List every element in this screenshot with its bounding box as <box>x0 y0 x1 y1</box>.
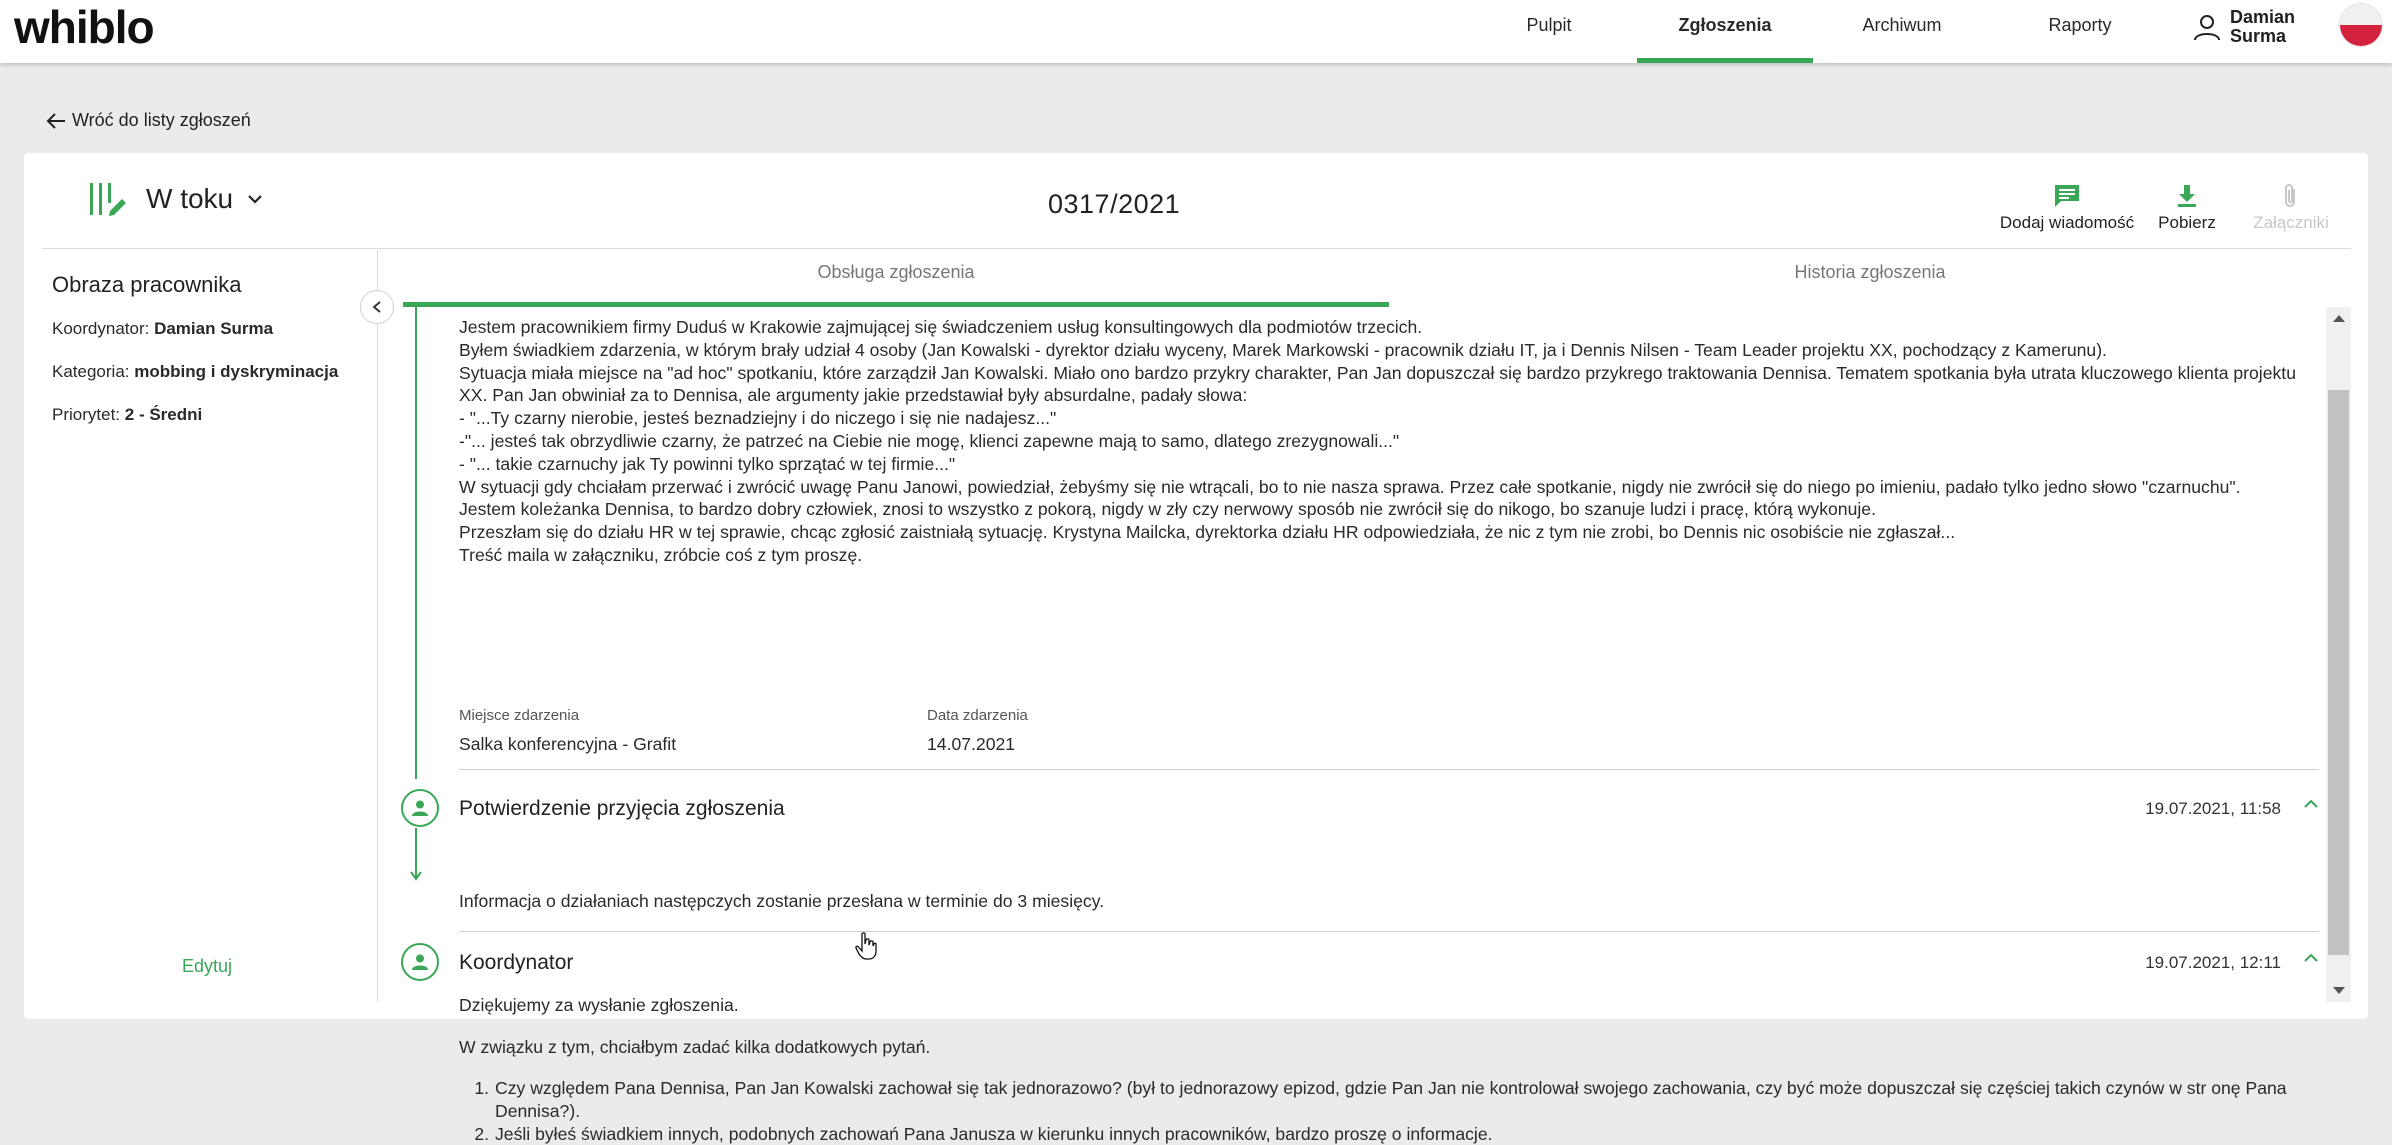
report-line: Jestem koleżanka Dennisa, to bardzo dobry człowiek, znosi to wszystko z pokorą, nigdy w zły czy nerwowy sposób nie zwrócił się do nikogo, bo szanuje ludzi i pracę, którą wykonuje. <box>459 499 1876 520</box>
chevron-left-icon <box>371 300 383 314</box>
category-value: mobbing i dyskryminacja <box>134 362 339 381</box>
tab-handling[interactable]: Obsługa zgłoszenia <box>403 250 1389 307</box>
status-progress-icon <box>88 181 128 217</box>
report-line: Byłem świadkiem zdarzenia, w którym brały udział 4 osoby (Jan Kowalski - dyrektor działu wyceny, Marek Markowski - pracownik działu IT, ja i Dennis Nilsen - Team Leader projektu XX, pochodzący z Kamerunu). <box>459 339 2107 360</box>
user-menu[interactable] <box>2192 8 2295 46</box>
user-name: Damian Surma <box>2230 7 2296 46</box>
timeline-node <box>401 789 439 827</box>
chevron-down-icon <box>247 194 263 204</box>
person-icon <box>411 953 429 971</box>
report-line: Treść maila w załączniku, zróbcie coś z tym proszę. <box>459 544 863 565</box>
report-line: Przeszłam się do działu HR w tej sprawie, chcąc zgłosić zaistniałą sytuację. Krystyna Mailcka, dyrektorka działu HR odpowiedziała, że nic z tym nie zrobi, bo Dennis nic osobiście nie zgłaszał... <box>459 522 1956 543</box>
report-line: - "... takie czarnuchy jak Ty powinni tylko sprzątać w tej firmie..." <box>459 453 956 474</box>
download-label: Pobierz <box>2158 213 2216 232</box>
report-line: Jestem pracownikiem firmy Duduś w Krakowie zajmującej się świadczeniem usług konsultingowych dla podmiotów trzecich. <box>459 317 1423 337</box>
tab-history[interactable]: Historia zgłoszenia <box>1794 262 1946 282</box>
case-header <box>42 153 2351 249</box>
date-label: Data zdarzenia <box>927 707 1028 724</box>
scrollbar-thumb[interactable] <box>2328 390 2349 955</box>
case-sidebar <box>42 250 378 1002</box>
download-button[interactable] <box>2150 183 2224 233</box>
language-flag-pl-icon[interactable] <box>2340 4 2382 46</box>
list-item: 1. Czy względem Pana Dennisa, Pan Jan Kowalski zachował się tak jednorazowo? (był to jednorazowy epizod, gdzie Pan Jan nie kontrolował swojego zachowania, czy być może dopuszczał się częściej takich czynów w str onę Pana Dennisa?). <box>474 1078 2287 1121</box>
divider <box>459 931 2319 932</box>
entry-title: Koordynator <box>459 951 574 974</box>
attachments-label: Załączniki <box>2253 213 2329 232</box>
case-title: Obraza pracownika <box>52 272 242 297</box>
attachments-button[interactable] <box>2248 183 2334 233</box>
chevron-up-icon[interactable] <box>2303 799 2319 809</box>
place-label: Miejsce zdarzenia <box>459 707 580 724</box>
case-number: 0317/2021 <box>1048 189 1181 219</box>
paperclip-icon <box>2281 183 2301 209</box>
entry-date: 19.07.2021, 12:11 <box>2145 953 2281 972</box>
report-line: Sytuacja miała miejsce na "ad hoc" spotkaniu, które zarządził Jan Kowalski. Miało ono bardzo przykry charakter, Pan Jan dopuszczał się bardzo przykrego traktowania Dennisa. Tematem spotkania była utrata kluczowego klienta projektu XX. Pan Jan obwiniał za to Dennisa, ale argumenty jakie przedstawiał były absurdalne, padały słowa: <box>459 362 2296 406</box>
coordinator-row: Koordynator: Damian Surma <box>52 319 274 338</box>
content-scrollbar[interactable] <box>2326 307 2351 1002</box>
arrow-left-icon <box>46 112 66 130</box>
category-row: Kategoria: mobbing i dyskryminacja <box>52 362 339 381</box>
case-card <box>24 153 2368 1144</box>
priority-value: 2 - Średni <box>124 405 203 424</box>
timeline-node <box>401 943 439 981</box>
scroll-up-icon[interactable] <box>2333 315 2345 322</box>
edit-link[interactable]: Edytuj <box>182 956 233 976</box>
report-line: W sytuacji gdy chciałam przerwać i zwrócić uwagę Panu Janowi, powiedział, żebyśmy się nie wtrącali, bo to nie nasza sprawa. Przez całe spotkanie, nigdy nie zwrócił się do niego po imieniu, padało tylko jedno słowo "czarnuchu". <box>459 476 2241 497</box>
place-value: Salka konferencyjna - Grafit <box>459 734 677 754</box>
chevron-up-icon[interactable] <box>2303 953 2319 963</box>
nav-item-pulpit[interactable]: Pulpit <box>1526 15 1572 35</box>
message-icon <box>2053 183 2081 209</box>
priority-row: Priorytet: 2 - Średni <box>52 405 203 424</box>
add-message-button[interactable] <box>1990 183 2144 233</box>
coordinator-value: Damian Surma <box>154 319 274 338</box>
back-to-list-link[interactable] <box>46 110 251 131</box>
top-navigation-bar <box>0 0 2392 63</box>
timeline-line <box>415 307 417 779</box>
collapse-sidebar-button[interactable] <box>360 290 394 324</box>
entry-title: Potwierdzenie przyjęcia zgłoszenia <box>459 797 785 820</box>
person-icon <box>411 799 429 817</box>
report-description <box>459 316 2299 567</box>
question-list <box>459 1077 2319 1145</box>
entry-text: Dziękujemy za wysłanie zgłoszenia. <box>459 995 739 1015</box>
app-logo[interactable]: whiblo <box>14 1 154 53</box>
entry-date: 19.07.2021, 11:58 <box>2145 799 2281 818</box>
divider <box>459 769 2319 770</box>
arrow-down-icon <box>410 871 422 881</box>
list-item: 2. Jeśli byłeś świadkiem innych, podobnych zachowań Pana Janusza w kierunku innych pracowników, bardzo proszę o informacje. <box>474 1123 1493 1144</box>
status-label: W toku <box>146 183 234 214</box>
case-content <box>403 307 2329 1144</box>
nav-item-archiwum[interactable]: Archiwum <box>1862 15 1942 35</box>
scroll-down-icon[interactable] <box>2333 987 2345 994</box>
download-icon <box>2175 183 2199 209</box>
report-line: -"... jesteś tak obrzydliwie czarny, że patrzeć na Ciebie nie mogę, klienci zapewne mają to samo, dlatego zrezygnowali..." <box>459 430 1400 451</box>
status-dropdown[interactable] <box>88 181 263 217</box>
nav-item-zgloszenia[interactable]: Zgłoszenia <box>1637 0 1813 63</box>
report-line: - "...Ty czarny nierobie, jesteś beznadziejny i do niczego i się nie nadajesz..." <box>459 408 1057 429</box>
add-message-label: Dodaj wiadomość <box>1999 213 2135 232</box>
entry-text: W związku z tym, chciałbym zadać kilka dodatkowych pytań. <box>459 1037 931 1057</box>
hand-cursor-icon <box>855 932 877 960</box>
entry-text: Informacja o działaniach następczych zostanie przesłana w terminie do 3 miesięcy. <box>459 891 1105 911</box>
nav-item-raporty[interactable]: Raporty <box>2048 15 2112 35</box>
user-icon <box>2192 12 2222 42</box>
date-value: 14.07.2021 <box>927 734 1016 754</box>
back-link-label: Wróć do listy zgłoszeń <box>72 110 251 130</box>
case-tabs <box>403 250 2351 307</box>
